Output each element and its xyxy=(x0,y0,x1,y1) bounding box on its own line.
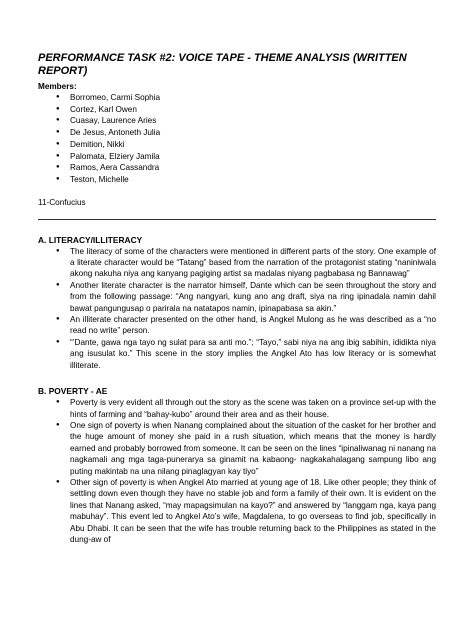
poverty-bullet-list xyxy=(38,397,436,545)
bullet-paragraph: ● Other sign of poverty is when Angkel Ato married at young age of 18. Like other people; they think of settling down even though they have no stable job and form a family of their own. It is evident on the lines that Nanang asked, “may mapagsimulan na kayo?” and answered by “langgam nga, kaya pang mabuhay”. This event led to Angkel Ato’s wife, Magdalena, to go overseas to find job, specifically in Abu Dhabi. It can be seen that the wife has trouble returning back to the Philippines as stated in the dung-aw of xyxy=(56,477,436,545)
section-code: 11-Confucius xyxy=(38,197,86,207)
section-heading-poverty: B. POVERTY - AE xyxy=(38,386,108,397)
literacy-bullet-list xyxy=(38,246,436,371)
member-item: ● Borromeo, Carmi Sophia xyxy=(56,92,436,104)
bullet-paragraph: ● One sign of poverty is when Nanang complained about the situation of the casket for her brother and the huge amount of money she paid in a rush situation, which means that the money is hardly earned and probably borrowed from someone. It can be seen on the lines “ipinaliwanag ni nanang na nagkamali ang mga taga-punerarya sa ginamit na kabaong- nagkakahalagang sampung libo ang puting makintab na una nilang pinaglagyan kay tiyo” xyxy=(56,420,436,477)
member-item: ● De Jesus, Antoneth Julia xyxy=(56,127,436,139)
member-item: ● Ramos, Aera Cassandra xyxy=(56,162,436,174)
section-heading-literacy: A. LITERACY/ILLITERACY xyxy=(38,234,143,245)
bullet-paragraph: ● “’Dante, gawa nga tayo ng sulat para sa anti mo.”; “Tayo,” sabi niya na ang ibig sabihin, ididikta niya ang isusulat ko.” This scene in the story implies the Angkel Ato has low literacy or is somewhat illiterate. xyxy=(56,337,436,371)
bullet-paragraph: ● Poverty is very evident all through out the story as the scene was taken on a province set-up with the hints of farming and “bahay-kubo” around their area and as their house. xyxy=(56,397,436,420)
member-item: ● Cuasay, Laurence Aries xyxy=(56,115,436,127)
bullet-paragraph: ● The literacy of some of the characters were mentioned in different parts of the story. One example of a literate character would be “Tatang” based from the narration of the protagonist stating “naniniwala akong nakuha niya ang kanyang pagiging artist sa madalas niyang pagbabasa ng Bannawag” xyxy=(56,246,436,280)
members-list xyxy=(38,92,436,186)
horizontal-divider xyxy=(38,219,436,220)
member-item: ● Demition, Nikki xyxy=(56,139,436,151)
document-title: PERFORMANCE TASK #2: VOICE TAPE - THEME ANALYSIS (WRITTEN REPORT) xyxy=(38,52,407,77)
member-item: ● Teston, Michelle xyxy=(56,174,436,186)
member-item: ● Palomata, Elziery Jamila xyxy=(56,151,436,163)
members-label: Members: xyxy=(38,82,77,91)
member-item: ● Cortez, Karl Owen xyxy=(56,104,436,116)
bullet-paragraph: ● Another literate character is the narrator himself, Dante which can be seen throughout the story and from the following passage: “Ang nangyari, kung ano ang draft, siya na ring ipinadala namin dahil bawat pangungusap o parirala na natatapos namin, ipinapabasa sa akin.” xyxy=(56,280,436,314)
bullet-paragraph: ● An illiterate character presented on the other hand, is Angkel Mulong as he was described as a “no read no write” person. xyxy=(56,314,436,337)
